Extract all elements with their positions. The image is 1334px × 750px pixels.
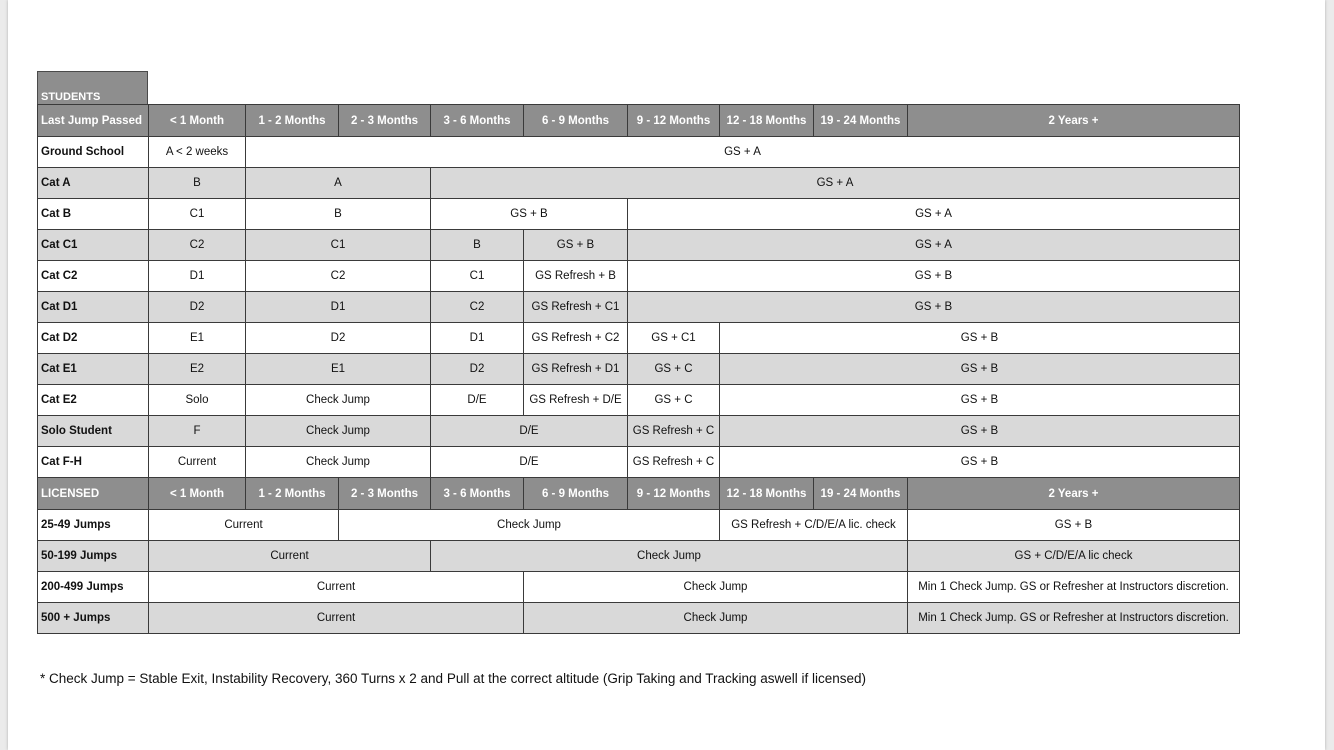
requirement-cell: C1 — [246, 230, 431, 261]
requirement-cell: Current — [149, 447, 246, 478]
table-row — [38, 199, 1240, 230]
period-header-19-24-months: 19 - 24 Months — [814, 478, 908, 510]
row-label: 50-199 Jumps — [38, 541, 149, 572]
requirement-cell: GS + A — [246, 137, 1240, 168]
requirement-cell: C1 — [149, 199, 246, 230]
requirement-cell: GS + C — [628, 354, 720, 385]
row-label: Cat B — [38, 199, 149, 230]
row-label: Cat A — [38, 168, 149, 199]
requirement-cell: Check Jump — [246, 416, 431, 447]
requirement-cell: GS Refresh + B — [524, 261, 628, 292]
requirement-cell: D/E — [431, 447, 628, 478]
table-row — [38, 385, 1240, 416]
requirement-cell: B — [149, 168, 246, 199]
requirement-cell: Min 1 Check Jump. GS or Refresher at Instructors discretion. — [908, 603, 1240, 634]
row-label: Cat D1 — [38, 292, 149, 323]
table-row — [38, 168, 1240, 199]
row-label: Cat E1 — [38, 354, 149, 385]
requirement-cell: D2 — [431, 354, 524, 385]
period-header-2-3-months: 2 - 3 Months — [339, 478, 431, 510]
period-header-19-24-months: 19 - 24 Months — [814, 105, 908, 137]
period-header-12-18-months: 12 - 18 Months — [720, 105, 814, 137]
requirement-cell: Check Jump — [524, 572, 908, 603]
row-label: Solo Student — [38, 416, 149, 447]
requirement-cell: GS + A — [628, 230, 1240, 261]
table-row — [38, 323, 1240, 354]
table-row — [38, 603, 1240, 634]
header-row-label: LICENSED — [38, 478, 149, 510]
row-label: Cat E2 — [38, 385, 149, 416]
requirement-cell: GS Refresh + D1 — [524, 354, 628, 385]
row-label: Cat D2 — [38, 323, 149, 354]
table-row — [38, 230, 1240, 261]
requirement-cell: GS + C1 — [628, 323, 720, 354]
requirement-cell: GS + B — [720, 416, 1240, 447]
check-jump-footnote: * Check Jump = Stable Exit, Instability Recovery, 360 Turns x 2 and Pull at the correct altitude (Grip Taking and Tracking aswell if licensed) — [40, 671, 867, 686]
row-label: Ground School — [38, 137, 149, 168]
requirement-cell: C2 — [149, 230, 246, 261]
requirement-cell: D/E — [431, 416, 628, 447]
requirement-cell: D1 — [149, 261, 246, 292]
requirement-cell: GS Refresh + C/D/E/A lic. check — [720, 510, 908, 541]
period-header-9-12-months: 9 - 12 Months — [628, 478, 720, 510]
students-section-label: STUDENTS — [41, 91, 101, 103]
table-row — [38, 447, 1240, 478]
requirement-cell: Check Jump — [246, 385, 431, 416]
period-header-2-years: 2 Years + — [908, 478, 1240, 510]
requirement-cell: E1 — [149, 323, 246, 354]
requirement-cell: Check Jump — [339, 510, 720, 541]
period-header-6-9-months: 6 - 9 Months — [524, 105, 628, 137]
requirement-cell: F — [149, 416, 246, 447]
requirement-cell: C1 — [431, 261, 524, 292]
row-label: 500 + Jumps — [38, 603, 149, 634]
requirement-cell: A — [246, 168, 431, 199]
requirement-cell: C2 — [246, 261, 431, 292]
students-section-tab — [37, 71, 148, 104]
requirement-cell: Check Jump — [524, 603, 908, 634]
period-header-9-12-months: 9 - 12 Months — [628, 105, 720, 137]
requirement-cell: GS + B — [720, 354, 1240, 385]
period-header-2-3-months: 2 - 3 Months — [339, 105, 431, 137]
period-header-3-6-months: 3 - 6 Months — [431, 105, 524, 137]
requirement-cell: B — [431, 230, 524, 261]
currency-requirements-table — [37, 104, 1240, 634]
requirement-cell: GS + A — [628, 199, 1240, 230]
requirement-cell: GS + B — [720, 385, 1240, 416]
requirement-cell: E2 — [149, 354, 246, 385]
requirement-cell: Current — [149, 572, 524, 603]
requirement-cell: D1 — [246, 292, 431, 323]
requirement-cell: A < 2 weeks — [149, 137, 246, 168]
requirement-cell: GS Refresh + C1 — [524, 292, 628, 323]
requirement-cell: Check Jump — [431, 541, 908, 572]
requirement-cell: GS + B — [908, 510, 1240, 541]
table-row — [38, 572, 1240, 603]
requirement-cell: Solo — [149, 385, 246, 416]
requirement-cell: D2 — [149, 292, 246, 323]
requirement-cell: Current — [149, 541, 431, 572]
period-header-6-9-months: 6 - 9 Months — [524, 478, 628, 510]
row-label: 25-49 Jumps — [38, 510, 149, 541]
requirement-cell: B — [246, 199, 431, 230]
requirement-cell: D1 — [431, 323, 524, 354]
requirement-cell: Min 1 Check Jump. GS or Refresher at Instructors discretion. — [908, 572, 1240, 603]
requirement-cell: Current — [149, 603, 524, 634]
requirement-cell: D/E — [431, 385, 524, 416]
row-label: Cat C1 — [38, 230, 149, 261]
period-header-1-month: < 1 Month — [149, 105, 246, 137]
row-label: Cat C2 — [38, 261, 149, 292]
requirement-cell: GS + B — [431, 199, 628, 230]
period-header-1-2-months: 1 - 2 Months — [246, 105, 339, 137]
requirement-cell: GS Refresh + C — [628, 447, 720, 478]
table-row — [38, 541, 1240, 572]
requirement-cell: GS + B — [524, 230, 628, 261]
header-row-label: Last Jump Passed — [38, 105, 149, 137]
requirement-cell: GS Refresh + C — [628, 416, 720, 447]
period-header-1-month: < 1 Month — [149, 478, 246, 510]
requirement-cell: GS + B — [720, 323, 1240, 354]
period-header-3-6-months: 3 - 6 Months — [431, 478, 524, 510]
requirement-cell: GS Refresh + D/E — [524, 385, 628, 416]
table-row — [38, 354, 1240, 385]
row-label: 200-499 Jumps — [38, 572, 149, 603]
requirement-cell: GS + C/D/E/A lic check — [908, 541, 1240, 572]
row-label: Cat F-H — [38, 447, 149, 478]
period-header-12-18-months: 12 - 18 Months — [720, 478, 814, 510]
requirement-cell: GS Refresh + C2 — [524, 323, 628, 354]
period-header-1-2-months: 1 - 2 Months — [246, 478, 339, 510]
students-header-row — [38, 105, 1240, 137]
licensed-header-row — [38, 478, 1240, 510]
requirement-cell: C2 — [431, 292, 524, 323]
table-row — [38, 137, 1240, 168]
requirement-cell: GS + B — [628, 292, 1240, 323]
table-row — [38, 292, 1240, 323]
requirement-cell: GS + B — [720, 447, 1240, 478]
requirement-cell: Check Jump — [246, 447, 431, 478]
requirement-cell: D2 — [246, 323, 431, 354]
table-row — [38, 416, 1240, 447]
requirement-cell: GS + B — [628, 261, 1240, 292]
table-row — [38, 261, 1240, 292]
requirement-cell: Current — [149, 510, 339, 541]
period-header-2-years: 2 Years + — [908, 105, 1240, 137]
table-row — [38, 510, 1240, 541]
requirement-cell: GS + C — [628, 385, 720, 416]
requirement-cell: GS + A — [431, 168, 1240, 199]
requirement-cell: E1 — [246, 354, 431, 385]
